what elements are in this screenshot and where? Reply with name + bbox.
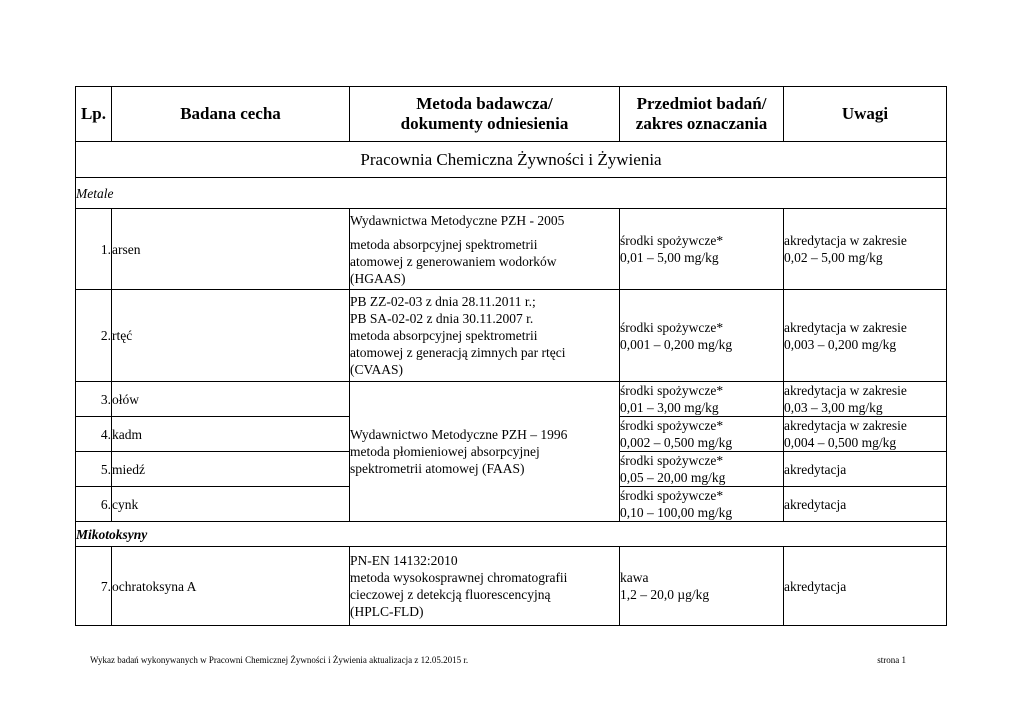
przedmiot-zakres: 0,05 – 20,00 mg/kg [620, 470, 726, 485]
metoda-line: metoda absorpcyjnej spektrometrii [350, 328, 538, 343]
metoda-line: (HPLC-FLD) [350, 604, 424, 619]
przedmiot-name: kawa [620, 570, 649, 585]
przedmiot-name: środki spożywcze* [620, 233, 724, 248]
group-mikotoksyny: Mikotoksyny [76, 522, 947, 547]
metoda-line: (HGAAS) [350, 270, 406, 286]
przedmiot-name: środki spożywcze* [620, 383, 724, 398]
row-cecha: miedź [112, 452, 350, 487]
row-uwagi: akredytacja [784, 487, 947, 522]
row-lp: 6. [76, 487, 112, 522]
przedmiot-name: środki spożywcze* [620, 488, 724, 503]
header-uwagi: Uwagi [784, 87, 947, 142]
group-row-mikotoksyny [76, 522, 947, 547]
row-cecha: cynk [112, 487, 350, 522]
metoda-ref: Wydawnictwo Metodyczne PZH – 1996 [350, 427, 568, 442]
page-footer [90, 654, 906, 666]
laboratory-name: Pracownia Chemiczna Żywności i Żywienia [76, 142, 947, 178]
table-row [76, 382, 947, 417]
table-row [76, 547, 947, 626]
metoda-line: cieczowej z detekcją fluorescencyjną [350, 587, 551, 602]
row-cecha: arsen [112, 209, 350, 290]
row-przedmiot [620, 209, 784, 290]
metoda-ref: Wydawnictwa Metodyczne PZH - 2005 [350, 212, 565, 228]
header-metoda [350, 87, 620, 142]
row-lp: 7. [76, 547, 112, 626]
header-cecha: Badana cecha [112, 87, 350, 142]
row-przedmiot [620, 290, 784, 382]
przedmiot-name: środki spożywcze* [620, 453, 724, 468]
row-cecha: rtęć [112, 290, 350, 382]
row-cecha: ołów [112, 382, 350, 417]
przedmiot-zakres: 0,002 – 0,500 mg/kg [620, 435, 733, 450]
footer-text: Wykaz badań wykonywanych w Pracowni Chemicznej Żywności i Żywienia aktualizacja z 12.05.2015 r. [90, 655, 469, 665]
metoda-line: atomowej z generacją zimnych par rtęci [350, 345, 566, 360]
uwagi-line: 0,004 – 0,500 mg/kg [784, 435, 897, 450]
row-uwagi [784, 209, 947, 290]
uwagi-line: akredytacja w zakresie [784, 418, 907, 433]
row-lp: 3. [76, 382, 112, 417]
przedmiot-zakres: 0,001 – 0,200 mg/kg [620, 336, 733, 352]
shared-metoda-faas [350, 382, 620, 522]
row-uwagi [784, 382, 947, 417]
uwagi-line: 0,03 – 3,00 mg/kg [784, 400, 883, 415]
page-number: strona 1 [877, 655, 906, 665]
header-metoda-line2: dokumenty odniesienia [400, 114, 569, 133]
row-przedmiot [620, 487, 784, 522]
metoda-line: metoda absorpcyjnej spektrometrii [350, 236, 538, 252]
przedmiot-zakres: 0,01 – 5,00 mg/kg [620, 250, 719, 265]
header-lp: Lp. [76, 87, 112, 142]
przedmiot-zakres: 0,01 – 3,00 mg/kg [620, 400, 719, 415]
group-metale: Metale [76, 178, 947, 209]
laboratory-row [76, 142, 947, 178]
metoda-line: metoda wysokosprawnej chromatografii [350, 570, 568, 585]
przedmiot-zakres: 1,2 – 20,0 µg/kg [620, 587, 710, 602]
accreditation-table [75, 86, 947, 626]
uwagi-line: akredytacja w zakresie [784, 383, 907, 398]
group-row-metale [76, 178, 947, 209]
row-uwagi: akredytacja [784, 547, 947, 626]
row-lp: 4. [76, 417, 112, 452]
row-lp: 5. [76, 452, 112, 487]
metoda-line: spektrometrii atomowej (FAAS) [350, 461, 525, 476]
row-przedmiot [620, 417, 784, 452]
header-metoda-line1: Metoda badawcza/ [416, 94, 553, 113]
table-row [76, 290, 947, 382]
uwagi-line: akredytacja w zakresie [784, 319, 907, 335]
row-lp: 1. [76, 209, 112, 290]
row-cecha: ochratoksyna A [112, 547, 350, 626]
metoda-ref: PB ZZ-02-03 z dnia 28.11.2011 r.; [350, 294, 536, 309]
row-metoda [350, 209, 620, 290]
metoda-line: (CVAAS) [350, 362, 404, 377]
row-przedmiot [620, 547, 784, 626]
uwagi-line: 0,02 – 5,00 mg/kg [784, 250, 883, 265]
row-uwagi: akredytacja [784, 452, 947, 487]
uwagi-line: akredytacja w zakresie [784, 233, 907, 248]
przedmiot-zakres: 0,10 – 100,00 mg/kg [620, 505, 733, 520]
metoda-line: metoda płomieniowej absorpcyjnej [350, 444, 540, 459]
row-uwagi [784, 417, 947, 452]
metoda-ref: PN-EN 14132:2010 [350, 553, 458, 568]
row-metoda [350, 290, 620, 382]
header-przedmiot-line2: zakres oznaczania [635, 114, 768, 133]
przedmiot-name: środki spożywcze* [620, 319, 724, 335]
row-lp: 2. [76, 290, 112, 382]
row-cecha: kadm [112, 417, 350, 452]
header-przedmiot-line1: Przedmiot badań/ [636, 94, 767, 113]
metoda-line: atomowej z generowaniem wodorków [350, 253, 557, 269]
table-row [76, 209, 947, 290]
row-uwagi [784, 290, 947, 382]
metoda-ref: PB SA-02-02 z dnia 30.11.2007 r. [350, 311, 534, 326]
header-przedmiot [620, 87, 784, 142]
row-przedmiot [620, 382, 784, 417]
przedmiot-name: środki spożywcze* [620, 418, 724, 433]
row-metoda [350, 547, 620, 626]
header-row [76, 87, 947, 142]
row-przedmiot [620, 452, 784, 487]
uwagi-line: 0,003 – 0,200 mg/kg [784, 336, 897, 352]
